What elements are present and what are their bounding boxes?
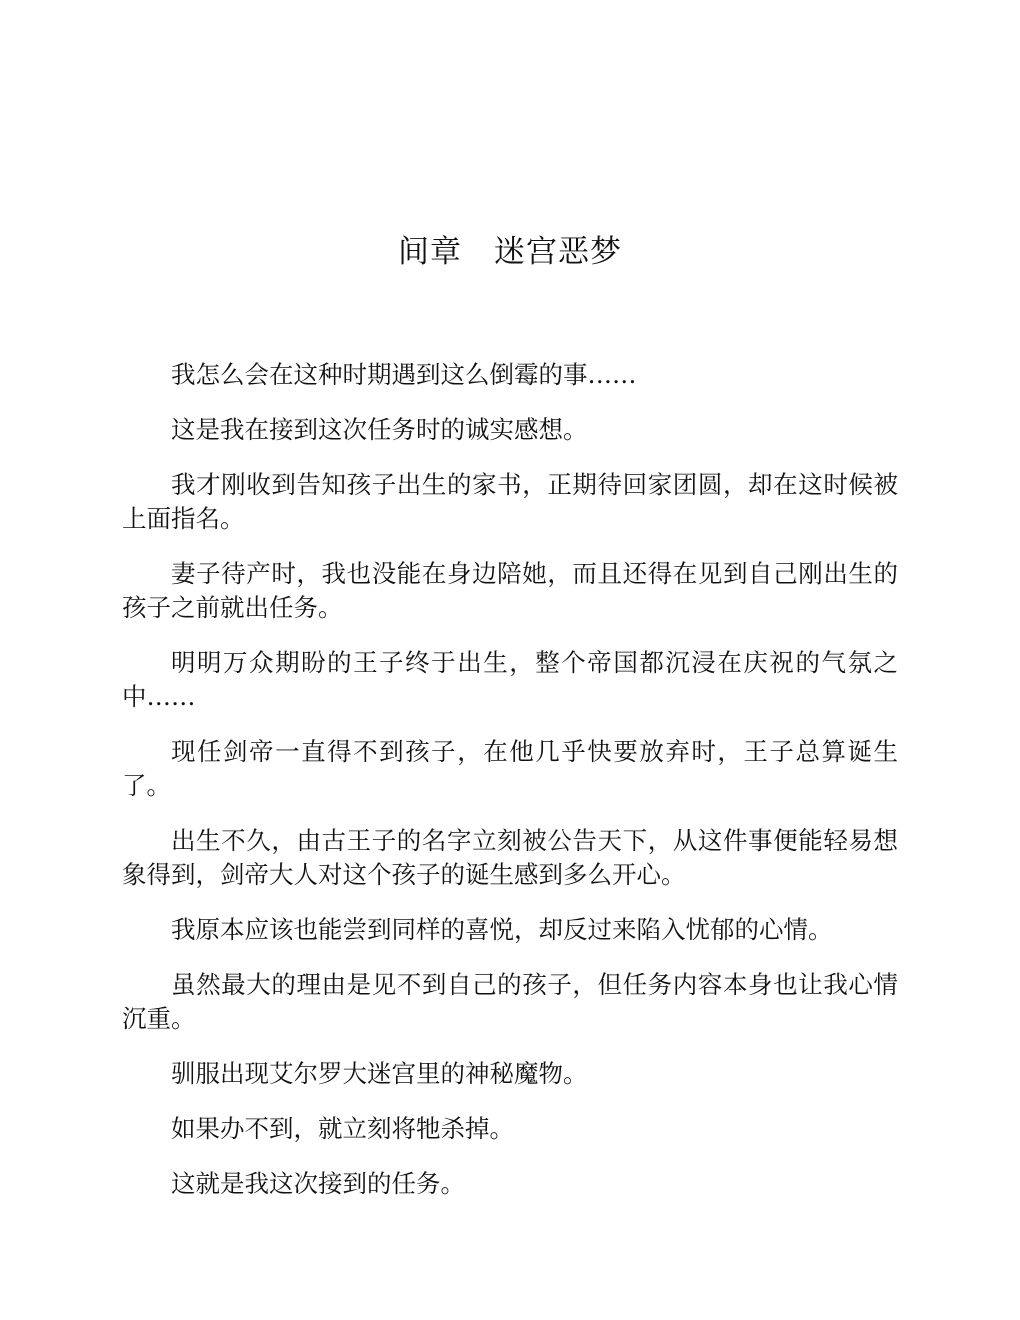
paragraph: 我才刚收到告知孩子出生的家书，正期待回家团圆，却在这时候被上面指名。 — [122, 470, 898, 533]
paragraph: 这是我在接到这次任务时的诚实感想。 — [171, 415, 588, 444]
paragraph: 现任剑帝一直得不到孩子，在他几乎快要放弃时，王子总算诞生了。 — [122, 737, 898, 800]
paragraph: 出生不久，由古王子的名字立刻被公告天下，从这件事便能轻易想象得到，剑帝大人对这个孩子的诞生感到多么开心。 — [122, 826, 898, 889]
paragraph: 我原本应该也能尝到同样的喜悦，却反过来陷入忧郁的心情。 — [171, 915, 833, 944]
chapter-title: 间章 迷宫恶梦 — [398, 234, 622, 270]
paragraph: 这就是我这次接到的任务。 — [171, 1169, 465, 1198]
chapter-body — [122, 358, 898, 1222]
paragraph: 妻子待产时，我也没能在身边陪她，而且还得在见到自己刚出生的孩子之前就出任务。 — [122, 559, 898, 622]
paragraph: 明明万众期盼的王子终于出生，整个帝国都沉浸在庆祝的气氛之中…… — [122, 648, 898, 711]
paragraph: 驯服出现艾尔罗大迷宫里的神秘魔物。 — [171, 1059, 588, 1088]
paragraph: 虽然最大的理由是见不到自己的孩子，但任务内容本身也让我心情沉重。 — [122, 970, 898, 1033]
paragraph: 如果办不到，就立刻将牠杀掉。 — [171, 1114, 514, 1143]
paragraph: 我怎么会在这种时期遇到这么倒霉的事…… — [171, 360, 637, 389]
